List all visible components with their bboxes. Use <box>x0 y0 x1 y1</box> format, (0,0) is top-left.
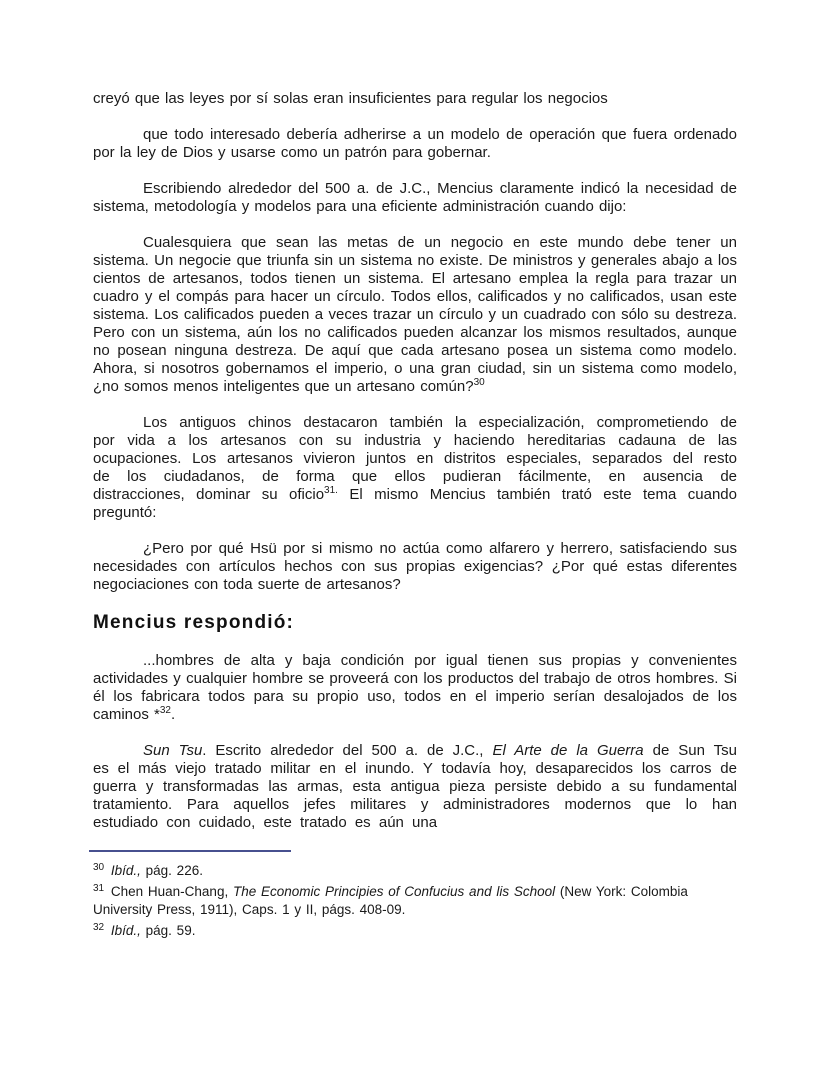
text-segment: . <box>170 706 176 723</box>
paragraph-especializacion <box>93 414 737 522</box>
text-segment: 30 <box>473 377 485 388</box>
text-segment: 32 <box>93 921 105 933</box>
footnote-separator <box>89 850 291 852</box>
text-segment: 30 <box>93 861 105 873</box>
blockquote-pregunta-hsu <box>93 540 737 594</box>
paragraph-escribiendo-mencius <box>93 180 737 216</box>
text-segment: que todo interesado debería adherirse a un modelo de operación que fuera ordenado por la ley de Dios y usarse como un patrón para gobernar. <box>93 126 737 161</box>
paragraph-sun-tsu <box>93 742 737 832</box>
text-segment: de Sun Tsu es el más viejo tratado militar en el inundo. Y todavía hoy, desaparecidos los carros de guerra y transformadas las armas, esta antigua pieza persiste debido a su fundamental tratamiento. Para aquellos jefes militares y administradores modernos que lo han estudiado con cuidado, este tratado es aún una <box>93 742 737 831</box>
text-segment: (New York: Colombia University Press, 1911), Caps. 1 y II, págs. 408-09. <box>93 884 688 917</box>
footnote-31 <box>93 883 737 919</box>
text-segment: ¿Pero por qué Hsü por si mismo no actúa como alfarero y herrero, satisfaciendo sus necesidades con artículos hechos con sus propias exigencias? ¿Por qué estas diferentes negociaciones con toda suerte de artesanos? <box>93 540 737 593</box>
footnotes-section <box>93 862 737 940</box>
text-segment: . Escrito alrededor del 500 a. de J.C., <box>202 742 493 759</box>
paragraph-modelo-operacion <box>93 126 737 162</box>
text-segment: Ibíd., <box>106 923 141 938</box>
text-segment: 31. <box>324 485 338 496</box>
text-segment: ...hombres de alta y baja condición por igual tienen sus propias y convenientes actividades y cualquier hombre se proveerá con los productos del trabajo de otros hombres. Si él los fabricara todos para su propio uso, todos en el imperio serían desalojados de los caminos * <box>93 652 737 723</box>
paragraph-continuation <box>93 90 737 108</box>
text-segment: The Economic Principies of Confucius and lis School <box>232 884 556 899</box>
text-segment: pág. 226. <box>140 863 203 878</box>
section-heading: Mencius respondió: <box>93 612 295 633</box>
text-segment: Cualesquiera que sean las metas de un negocio en este mundo debe tener un sistema. Un negocie que triunfa sin un sistema no existe. De ministros y generales abajo a los cientos de artesanos, todos tienen un sistema. El artesano emplea la regla para trazar un cuadro y el compás para hacer un círculo. Todos ellos, calificados y no calificados, usan este sistema. Los calificados pueden a veces trazar un círculo y un cuadrado con sólo su destreza. Pero con un sistema, aún los no calificados pueden alcanzar los mismos resultados, aunque no posean ninguna destreza. De aquí que cada artesano posea un sistema como modelo. Ahora, si nosotros gobernamos el imperio, o una gran ciudad, sin un sistema como modelo, ¿no somos menos inteligentes que un artesano común? <box>93 234 737 395</box>
text-segment: Los antiguos chinos destacaron también la especialización, comprometiendo de por vida a los artesanos con su industria y haciendo hereditarias cadauna de las ocupaciones. Los artesanos vivieron juntos en distritos especiales, separados del resto de los ciudadanos, de forma que ellos pudieran fácilmente, en ausencia de distracciones, dominar su oficio <box>93 414 737 503</box>
footnote-32 <box>93 922 737 940</box>
text-segment: El mismo Mencius también trató este tema cuando preguntó: <box>93 486 737 521</box>
document-body <box>93 90 737 832</box>
text-segment: Chen Huan-Chang, <box>106 884 233 899</box>
text-segment: 32 <box>159 705 171 716</box>
blockquote-sistema <box>93 234 737 396</box>
text-segment: pág. 59. <box>140 923 196 938</box>
text-segment: Sun Tsu <box>143 742 203 759</box>
text-segment: El Arte de la Guerra <box>492 742 644 759</box>
text-segment: Ibíd., <box>106 863 141 878</box>
text-segment: creyó que las leyes por sí solas eran insuficientes para regular los negocios <box>93 90 608 107</box>
blockquote-respuesta <box>93 652 737 724</box>
text-segment: 31 <box>93 882 105 894</box>
footnote-30 <box>93 862 737 880</box>
text-segment: Escribiendo alrededor del 500 a. de J.C., Mencius claramente indicó la necesidad de sistema, metodología y modelos para una eficiente administración cuando dijo: <box>93 180 737 215</box>
